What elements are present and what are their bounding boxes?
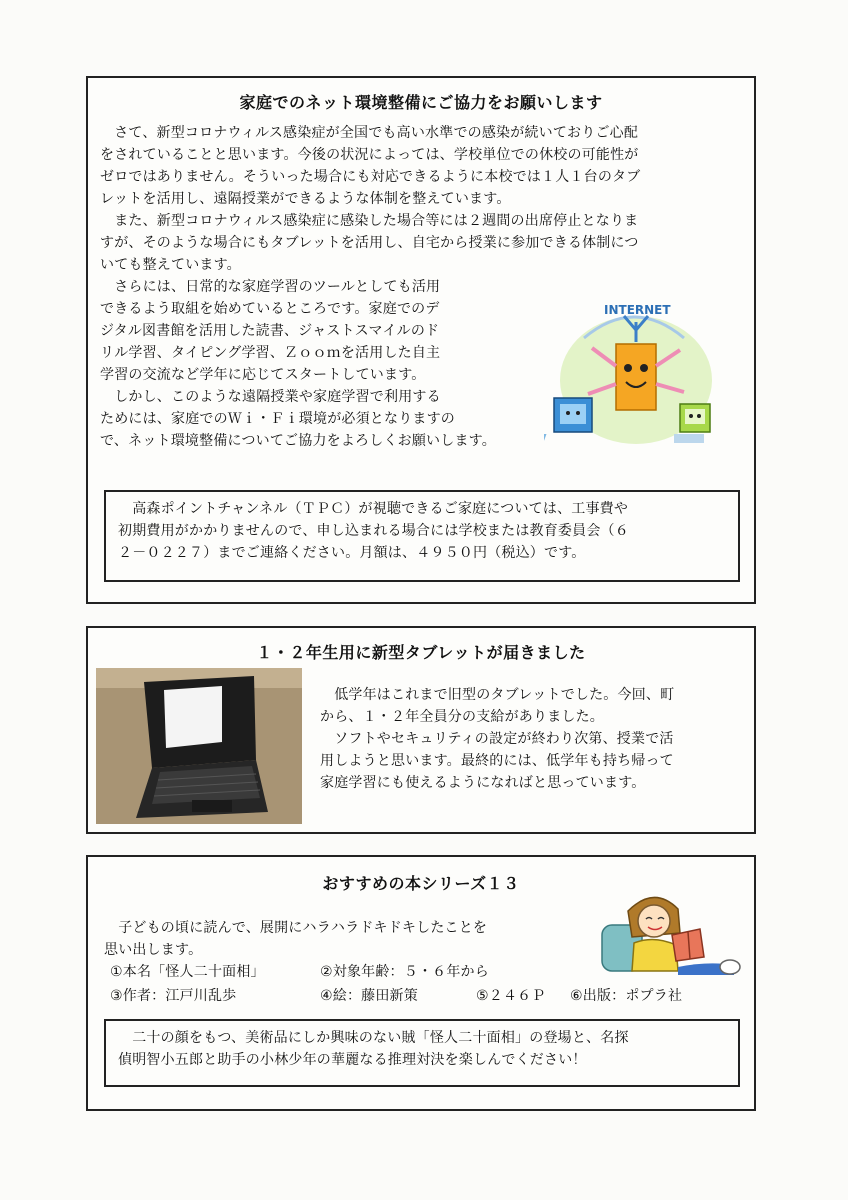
text-line: をされていることと思います。今後の状況によっては、学校単位での休校の可能性が [100, 147, 639, 163]
text-line: で、ネット環境整備についてご協力をよろしくお願いします。 [100, 433, 496, 449]
book-pages: ⑤２４６Ｐ [476, 988, 546, 1004]
text-line: 家庭学習にも使えるようになればと思っています。 [320, 775, 646, 791]
section-title: １・２年生用に新型タブレットが届きました [256, 643, 586, 662]
text-line: から、１・２年全員分の支給がありました。 [320, 709, 604, 725]
section-title: おすすめの本シリーズ１３ [322, 874, 520, 893]
internet-label: INTERNET [604, 303, 671, 317]
section-new-tablet [86, 626, 756, 834]
text-line: さて、新型コロナウィルス感染症が全国でも高い水準での感染が続いておりご心配 [100, 125, 639, 141]
book-author: ③作者：江戸川乱歩 [110, 988, 237, 1004]
section-title: 家庭でのネット環境整備にご協力をお願いします [239, 93, 603, 112]
text-line: すが、そのような場合にもタブレットを活用し、自宅から授業に参加できる体制につ [100, 235, 639, 251]
book-title: ①本名「怪人二十面相」 [110, 964, 265, 980]
text-line: 学習の交流など学年に応じてスタートしています。 [100, 367, 426, 383]
text-line: レットを活用し、遠隔授業ができるような体制を整えています。 [100, 191, 511, 207]
text-line: しかし、このような遠隔授業や家庭学習で利用する [100, 389, 441, 405]
text-line: ゼロではありません。そういった場合にも対応できるように本校では１人１台のタブ [100, 169, 641, 185]
text-line: 二十の顔をもつ、美術品にしか興味のない賊「怪人二十面相」の登場と、名探 [118, 1030, 629, 1046]
text-line: 高森ポイントチャンネル（ＴＰＣ）が視聴できるご家庭については、工事費や [118, 501, 629, 517]
book-summary-box [104, 1019, 740, 1087]
text-line: ２－０２２７）までご連絡ください。月額は、４９５０円（税込）です。 [118, 545, 586, 561]
book-info-row-1 [110, 961, 489, 983]
book-info-row-2 [110, 985, 682, 1007]
text-line: 子どもの頃に読んで、展開にハラハラドキドキしたことを [104, 920, 488, 936]
target-age: ②対象年齢：５・６年から [320, 964, 489, 980]
book-illustrator: ④絵：藤田新策 [320, 988, 418, 1004]
tablet-photo [96, 668, 302, 824]
text-line: 低学年はこれまで旧型のタブレットでした。今回、町 [320, 687, 675, 703]
paragraph-book [104, 917, 487, 961]
text-line: ジタル図書館を活用した読書、ジャストスマイルのド [100, 323, 440, 339]
text-line: いても整えています。 [100, 257, 241, 273]
text-line: 初期費用がかかりませんので、申し込まれる場合には学校または教育委員会（６ [118, 523, 629, 539]
internet-illustration [544, 276, 744, 452]
text-line: ためには、家庭でのＷｉ・Ｆｉ環境が必須となりますの [100, 411, 455, 427]
text-line: 思い出します。 [104, 942, 203, 958]
text-line: リル学習、タイピング学習、Ｚｏｏｍを活用した自主 [100, 345, 441, 361]
section-net-environment [86, 76, 756, 604]
text-line: 偵明智小五郎と助手の小林少年の華麗なる推理対決を楽しんでください！ [118, 1052, 587, 1068]
text-line: また、新型コロナウィルス感染症に感染した場合等には２週間の出席停止となりま [100, 213, 639, 229]
text-line: さらには、日常的な家庭学習のツールとしても活用 [100, 279, 441, 295]
book-publisher: ⑥出版：ポプラ社 [570, 988, 683, 1004]
reading-girl-illustration [598, 891, 746, 977]
paragraph-tablet [320, 684, 674, 794]
text-line: ソフトやセキュリティの設定が終わり次第、授業で活 [320, 731, 674, 747]
tpc-notice-box [104, 490, 740, 582]
text-line: 用しようと思います。最終的には、低学年も持ち帰って [320, 753, 674, 769]
text-line: できるよう取組を始めているところです。家庭でのデ [100, 301, 440, 317]
section-book-recommendation [86, 855, 756, 1111]
